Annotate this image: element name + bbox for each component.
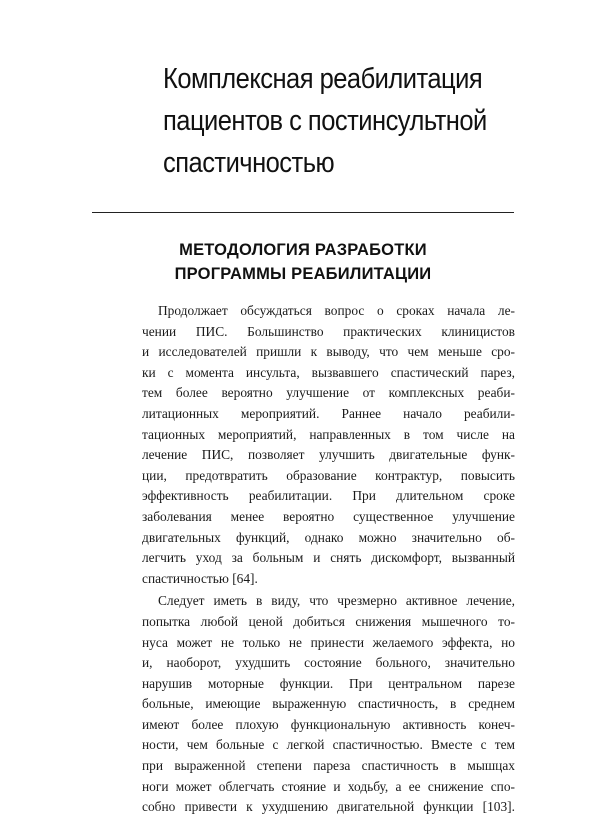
chapter-title-line: Комплексная реабилитация xyxy=(163,63,483,95)
chapter-divider xyxy=(92,212,514,213)
text-line: и исследователей пришли к выводу, что чем меньше сро- xyxy=(142,344,515,360)
text-line: собно привести к ухудшению двигательной функции [103]. xyxy=(142,799,515,815)
text-line: тем более вероятно улучшение от комплексных реаби- xyxy=(142,385,515,401)
text-line: Следует иметь в виду, что чрезмерно активное лечение, xyxy=(158,593,515,609)
text-line: Продолжает обсуждаться вопрос о сроках начала ле- xyxy=(158,303,515,318)
text-line: тационных мероприятий, направленных в том числе на xyxy=(142,426,515,442)
paragraph xyxy=(142,301,515,589)
paragraph xyxy=(142,591,515,818)
text-line: ции, предотвратить образование контрактур, повысить xyxy=(142,467,515,483)
section-heading-line: МЕТОДОЛОГИЯ РАЗРАБОТКИ xyxy=(179,241,427,259)
section-heading xyxy=(92,238,514,286)
text-line: заболевания менее вероятно существенное улучшение xyxy=(142,508,515,524)
text-line: нуса может не только не принести желаемого эффекта, но xyxy=(142,634,515,650)
text-line: больные, имеющие выраженную спастичность, в среднем xyxy=(142,696,515,712)
text-line: спастичностью [64]. xyxy=(142,570,258,586)
text-line: попытка любой ценой добиться снижения мышечного то- xyxy=(142,613,515,629)
text-line: чении ПИС. Большинство практических клиницистов xyxy=(142,323,515,339)
text-line: эффективность реабилитации. При длительном сроке xyxy=(142,488,515,504)
section-heading-line: ПРОГРАММЫ РЕАБИЛИТАЦИИ xyxy=(174,265,432,283)
text-line: литационных мероприятий. Раннее начало реабили- xyxy=(142,405,515,421)
text-line: ноги может облегчать стояние и ходьбу, а ее снижение спо- xyxy=(142,778,515,794)
text-line: нарушив моторные функции. При центральном парезе xyxy=(142,675,515,691)
text-line: двигательных функций, однако можно значительно об- xyxy=(142,529,515,545)
text-line: при выраженной степени пареза спастичность в мышцах xyxy=(142,758,515,774)
text-line: имеют более плохую функциональную активность конеч- xyxy=(142,716,515,732)
text-line: ки с момента инсульта, вызвавшего спастический парез, xyxy=(142,364,515,380)
chapter-title-line: спастичностью xyxy=(163,147,335,179)
text-line: лечение ПИС, позволяет улучшить двигательные функ- xyxy=(142,447,515,463)
text-line: и, наоборот, ухудшить состояние больного, значительно xyxy=(142,655,515,671)
chapter-title-line: пациентов с постинсультной xyxy=(163,105,487,137)
body-text xyxy=(142,301,515,818)
chapter-title xyxy=(163,58,497,184)
text-line: ности, чем больные с легкой спастичностью. Вместе с тем xyxy=(142,737,515,753)
text-line: легчить уход за больным и снять дискомфорт, вызванный xyxy=(142,550,515,566)
